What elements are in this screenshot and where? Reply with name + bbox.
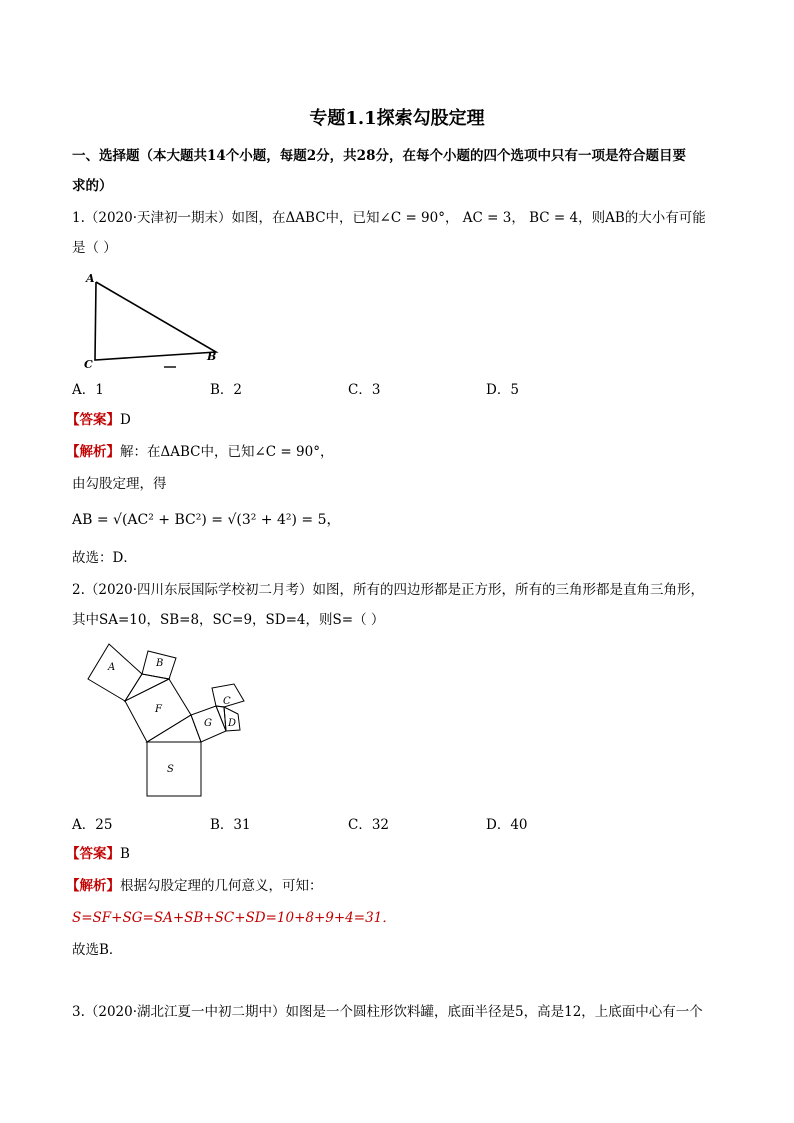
q1-answer (66, 410, 131, 430)
label-a: A (108, 662, 116, 673)
q1-stem-line2: 是（ ） (72, 240, 117, 256)
label-a: A (86, 272, 95, 285)
triangle-abc (95, 282, 216, 360)
analysis-text: 解：在ΔABC中，已知∠C = 90°， (120, 444, 334, 460)
q3-stem-line1: 3.（2020·湖北江夏一中初二期中）如图是一个圆柱形饮料罐，底面半径是5，高是12，上底面中心有一个 (72, 1004, 703, 1020)
q2-option-b: B．31 (210, 817, 251, 833)
q2-squares-figure (80, 640, 260, 802)
answer-value: B (120, 846, 130, 862)
q2-answer (66, 844, 130, 864)
analysis-tag: 【解析】 (66, 878, 120, 894)
label-c: C (223, 696, 231, 707)
label-b: B (156, 658, 164, 669)
answer-value: D (120, 412, 131, 428)
q2-analysis-line1 (66, 876, 323, 896)
q2-option-d: D．40 (486, 817, 528, 833)
analysis-text: 根据勾股定理的几何意义，可知： (120, 878, 323, 894)
answer-tag: 【答案】 (66, 412, 120, 428)
section-heading-line1: 一、选择题（本大题共14个小题，每题2分，共28分，在每个小题的四个选项中只有一项是符合题目要 (72, 148, 686, 164)
q1-option-a: A．1 (72, 382, 104, 398)
q2-option-a: A．25 (72, 817, 113, 833)
label-g: G (204, 718, 212, 729)
q1-option-b: B．2 (210, 382, 243, 398)
answer-tag: 【答案】 (66, 846, 120, 862)
q1-formula: AB = √(AC² + BC²) = √(3² + 4²) = 5， (72, 512, 341, 528)
q2-option-c: C．32 (348, 817, 390, 833)
q2-stem-line2: 其中SA=10，SB=8，SC=9，SD=4，则S=（ ） (72, 612, 385, 628)
label-c: C (84, 358, 93, 371)
page-title: 专题1.1探索勾股定理 (309, 108, 485, 129)
square-s (147, 742, 201, 796)
q1-conclusion: 故选：D． (72, 550, 137, 566)
q1-analysis-line2: 由勾股定理，得 (72, 476, 167, 492)
q1-option-d: D．5 (486, 382, 519, 398)
q1-triangle-figure (80, 268, 230, 372)
label-f: F (155, 704, 162, 715)
label-b: B (207, 350, 217, 363)
q1-stem-line1: 1.（2020·天津初一期末）如图，在ΔABC中，已知∠C = 90°， AC = 3， BC = 4，则AB的大小有可能 (72, 210, 706, 226)
q2-stem-line1: 2.（2020·四川东辰国际学校初二月考）如图，所有的四边形都是正方形，所有的三角形都是直角三角形， (72, 582, 705, 598)
q1-option-c: C．3 (348, 382, 381, 398)
label-d: D (228, 718, 237, 729)
q1-analysis-line1 (66, 442, 333, 462)
label-s: S (167, 764, 174, 775)
q2-conclusion: 故选B． (72, 942, 123, 958)
q2-formula: S=SF+SG=SA+SB+SC+SD=10+8+9+4=31． (72, 910, 396, 926)
analysis-tag: 【解析】 (66, 444, 120, 460)
section-heading-line2: 求的） (72, 178, 113, 194)
